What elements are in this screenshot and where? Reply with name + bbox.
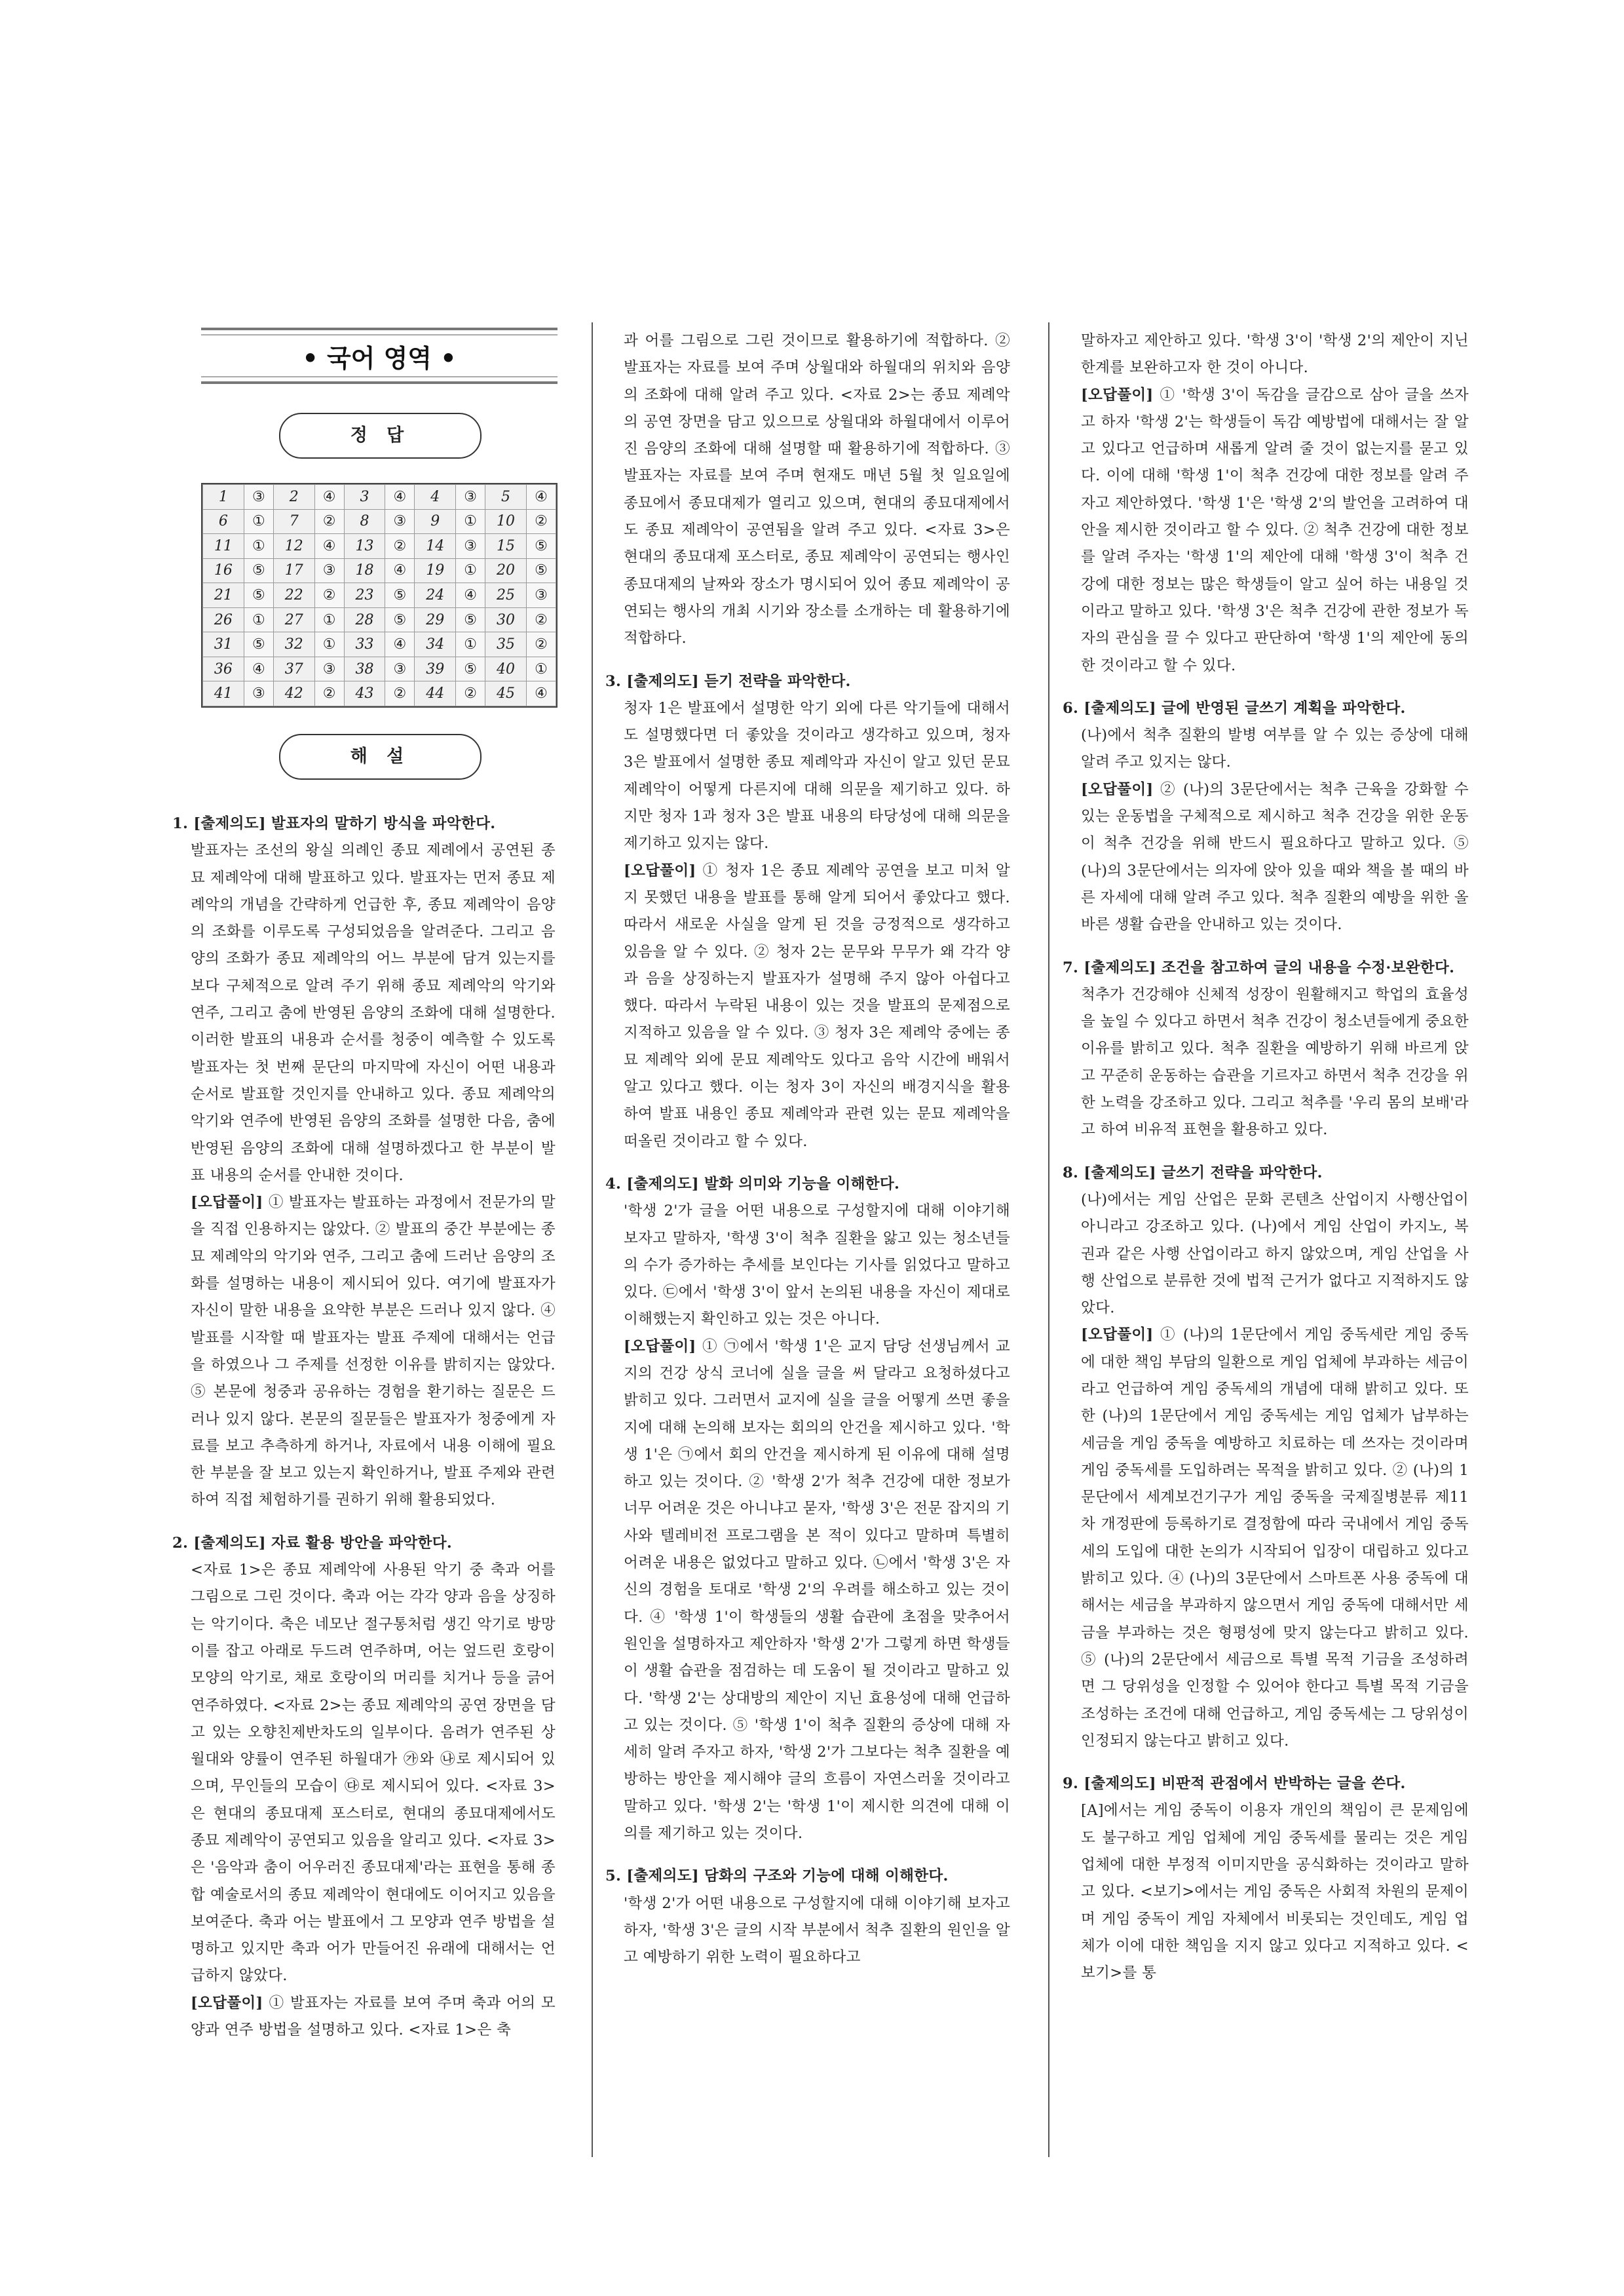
answer-choice: ⑤ xyxy=(526,534,556,559)
question-number: 2 xyxy=(273,485,314,510)
wrong-answer-label: [오답풀이] xyxy=(624,862,703,879)
explanation-item xyxy=(1063,955,1469,1144)
answer-choice: ② xyxy=(526,607,556,632)
answer-choice: ① xyxy=(244,534,273,559)
explanation-item xyxy=(605,668,1010,1155)
question-number: 13 xyxy=(344,534,385,559)
question-number: 41 xyxy=(203,681,244,706)
answer-choice: ④ xyxy=(385,485,415,510)
answer-choice: ② xyxy=(385,681,415,706)
wrong-answer-note xyxy=(605,1333,1010,1848)
item-title: 2. [출제의도] 자료 활용 방안을 파악한다. xyxy=(172,1534,453,1552)
wrong-answer-label: [오답풀이] xyxy=(1081,1326,1160,1344)
answer-choice: ⑤ xyxy=(244,583,273,608)
question-number: 21 xyxy=(203,583,244,608)
answer-choice: ⑤ xyxy=(526,558,556,583)
answer-choice: ① xyxy=(456,632,485,657)
answer-choice: ③ xyxy=(456,485,485,510)
question-number: 26 xyxy=(203,607,244,632)
answer-choice: ⑤ xyxy=(385,607,415,632)
wrong-answer-text: ② (나)의 3문단에서는 척추 근육을 강화할 수 있는 운동법을 구체적으로 제시하고 척추 건강을 위한 운동이 척추 건강을 위해 반드시 필요하다고 말하고 있다. ⑤ (나)의 3문단에서는 의자에 앉아 있을 때와 책을 볼 때의 바른 자세에 대해 알려 주고 있다. 척추 질환의 예방을 위한 올바른 생활 습관을 안내하고 있는 것이다. xyxy=(1081,780,1469,934)
item-body: 척추가 건강해야 신체적 성장이 원활해지고 학업의 효율성을 높일 수 있다고 하면서 척추 건강이 청소년들에게 중요한 이유를 밝히고 있다. 척추 질환을 예방하기 위해 바르게 앉고 꾸준히 운동하는 습관을 기르자고 하면서 척추 건강을 위한 노력을 강조하고 있다. 그리고 척추를 '우리 몸의 보배'라고 하여 비유적 표현을 활용하고 있다. xyxy=(1081,985,1469,1139)
answer-choice: ⑤ xyxy=(456,607,485,632)
answer-row xyxy=(203,681,556,706)
answer-choice: ① xyxy=(456,509,485,534)
item-body: (나)에서 척추 질환의 발병 여부를 알 수 있는 증상에 대해 알려 주고 있지는 않다. xyxy=(1081,727,1469,771)
question-number: 25 xyxy=(485,583,527,608)
wrong-answer-note xyxy=(1063,776,1469,939)
question-number: 45 xyxy=(485,681,527,706)
wrong-answer-label: [오답풀이] xyxy=(624,1337,703,1355)
item-body: 발표자는 조선의 왕실 의례인 종묘 제례에서 공연된 종묘 제례악에 대해 발표하고 있다. 발표자는 먼저 종묘 제례악의 개념을 간략하게 언급한 후, 종묘 제례악이 음양의 조화를 이루도록 구성되었음을 알려준다. 그리고 음양의 조화가 종묘 제례악의 어느 부분에 담겨 있는지를 보다 구체적으로 알려 주기 위해 종묘 제례악의 악기와 연주, 그리고 춤에 반영된 음양의 조화에 대해 설명한다. 이러한 발표의 내용과 순서를 청중이 예측할 수 있도록 발표자는 첫 번째 문단의 마지막에 자신이 어떤 내용과 순서로 발표할 것인지를 안내하고 있다. 종묘 제례악의 악기와 연주에 반영된 음양의 조화를 설명한 다음, 춤에 반영된 음양의 조화에 대해 설명하겠다고 한 부분이 발표 내용의 순서를 안내한 것이다. xyxy=(191,842,556,1184)
question-number: 36 xyxy=(203,657,244,681)
answer-choice: ③ xyxy=(244,485,273,510)
question-number: 16 xyxy=(203,558,244,583)
item-title: 1. [출제의도] 발표자의 말하기 방식을 파악한다. xyxy=(172,815,496,832)
answer-row xyxy=(203,583,556,608)
explanation-item xyxy=(1063,328,1469,679)
wrong-answer-label: [오답풀이] xyxy=(191,1194,269,1212)
wrong-answer-text: ① ㉠에서 '학생 1'은 교지 담당 선생님께서 교지의 건강 상식 코너에 실을 글을 써 달라고 요청하셨다고 밝히고 있다. 그러면서 교지에 실을 글을 어떻게 쓰면 좋을지에 대해 논의해 보자는 회의의 안건을 제시하고 있다. '학생 1'은 ㉠에서 회의 안건을 제시하게 된 이유에 대해 설명하고 있는 것이다. ② '학생 2'가 척추 건강에 대한 정보가 너무 어려운 것은 아니냐고 묻자, '학생 3'은 전문 잡지의 기사와 텔레비전 프로그램을 본 적이 있다고 말하며 특별히 어려운 내용은 없었다고 말하고 있다. ㉡에서 '학생 3'은 자신의 경험을 토대로 '학생 2'의 우려를 해소하고 있는 것이다. ④ '학생 1'이 학생들의 생활 습관에 초점을 맞추어서 원인을 설명하자고 제안하자 '학생 2'가 그렇게 하면 학생들이 생활 습관을 점검하는 데 도움이 될 것이라고 말하고 있다. '학생 2'는 상대방의 제안이 지닌 효용성에 대해 언급하고 있는 것이다. ⑤ '학생 1'이 척추 질환의 증상에 대해 자세히 알려 주자고 하자, '학생 2'가 그보다는 척추 질환을 예방하는 방안을 제시해야 글의 흐름이 자연스러울 것이라고 말하고 있다. '학생 2'는 '학생 1'이 제시한 의견에 대해 이의를 제기하고 있는 것이다. xyxy=(624,1337,1010,1843)
answer-row xyxy=(203,558,556,583)
answer-choice: ③ xyxy=(456,534,485,559)
answer-choice: ⑤ xyxy=(244,632,273,657)
answer-table xyxy=(201,483,557,708)
wrong-answer-label: [오답풀이] xyxy=(1081,386,1160,404)
question-number: 38 xyxy=(344,657,385,681)
question-number: 8 xyxy=(344,509,385,534)
title-rule-bottom-thin xyxy=(201,376,557,377)
question-number: 4 xyxy=(415,485,456,510)
answer-choice: ② xyxy=(526,632,556,657)
wrong-answer-note xyxy=(172,1189,556,1514)
question-number: 37 xyxy=(273,657,314,681)
question-number: 23 xyxy=(344,583,385,608)
wrong-answer-text: ① 청자 1은 종묘 제례악 공연을 보고 미처 알지 못했던 내용을 발표를 통해 알게 되어서 좋았다고 했다. 따라서 새로운 사실을 알게 된 것을 긍정적으로 생각하고 있음을 알 수 있다. ② 청자 2는 문무와 무무가 왜 각각 양과 음을 상징하는지 발표자가 설명해 주지 않아 아쉽다고 했다. 따라서 누락된 내용이 있는 것을 발표의 문제점으로 지적하고 있음을 알 수 있다. ③ 청자 3은 제례악 중에는 종묘 제례악 외에 문묘 제례악도 있다고 음악 시간에 배워서 알고 있다고 했다. 이는 청자 3이 자신의 배경지식을 활용하여 발표 내용인 종묘 제례악과 관련 있는 문묘 제례악을 떠올린 것이라고 할 수 있다. xyxy=(624,862,1010,1150)
question-number: 10 xyxy=(485,509,527,534)
answer-choice: ② xyxy=(314,509,344,534)
question-number: 35 xyxy=(485,632,527,657)
item-body: (나)에서는 게임 산업은 문화 콘텐츠 산업이지 사행산업이 아니라고 강조하고 있다. (나)에서 게임 산업이 카지노, 복권과 같은 사행 산업이라고 하지 않았으며, 게임 산업을 사행 산업으로 분류한 것에 법적 근거가 없다고 지적하지도 않았다. xyxy=(1081,1191,1469,1317)
explanation-item xyxy=(1063,695,1469,939)
item-title: 5. [출제의도] 담화의 구조와 기능에 대해 이해한다. xyxy=(605,1867,949,1885)
answer-choice: ④ xyxy=(314,534,344,559)
question-number: 14 xyxy=(415,534,456,559)
answer-choice: ② xyxy=(314,681,344,706)
question-number: 40 xyxy=(485,657,527,681)
answer-row xyxy=(203,607,556,632)
answer-choice: ① xyxy=(244,607,273,632)
answer-choice: ④ xyxy=(244,657,273,681)
question-number: 33 xyxy=(344,632,385,657)
title-rule-top-thin xyxy=(201,334,557,335)
question-number: 17 xyxy=(273,558,314,583)
answer-choice: ⑤ xyxy=(385,583,415,608)
column-1 xyxy=(172,811,556,2059)
answer-row xyxy=(203,534,556,559)
item-body: [A]에서는 게임 중독이 이용자 개인의 책임이 큰 문제임에도 불구하고 게임 업체에 게임 중독세를 물리는 것은 게임 업체에 대한 부정적 이미지만을 공식화하는 것이라고 말하고 있다. <보기>에서는 게임 중독은 사회적 차원의 문제이며 게임 중독이 게임 자체에서 비롯되는 것인데도, 게임 업체가 이에 대한 책임을 지지 않고 있다고 지적하고 있다. <보기>를 통 xyxy=(1081,1802,1469,1982)
answer-row xyxy=(203,632,556,657)
question-number: 28 xyxy=(344,607,385,632)
question-number: 20 xyxy=(485,558,527,583)
answer-choice: ④ xyxy=(314,485,344,510)
item-body: 과 어를 그림으로 그린 것이므로 활용하기에 적합하다. ② 발표자는 자료를 보여 주며 상월대와 하월대의 위치와 음양의 조화에 대해 알려 주고 있다. <자료 2>는 종묘 제례악의 공연 장면을 담고 있으므로 상월대와 하월대에서 이루어진 음양의 조화에 대해 설명할 때 활용하기에 적합하다. ③ 발표자는 자료를 보여 주며 현재도 매년 5월 첫 일요일에 종묘에서 종묘대제가 열리고 있으며, 현대의 종묘대제에서도 종묘 제례악이 공연됨을 알려 주고 있다. <자료 3>은 현대의 종묘대제 포스터로, 종묘 제례악이 공연되는 행사인 종묘대제의 날짜와 장소가 명시되어 있어 종묘 제례악이 공연되는 행사의 개최 시기와 장소를 소개하는 데 활용하기에 적합하다. xyxy=(624,332,1010,647)
answer-choice: ⑤ xyxy=(244,558,273,583)
answer-choice: ③ xyxy=(244,681,273,706)
answer-choice: ② xyxy=(385,534,415,559)
section-title-box xyxy=(201,328,557,384)
question-number: 9 xyxy=(415,509,456,534)
explanation-item xyxy=(605,1171,1010,1847)
question-number: 22 xyxy=(273,583,314,608)
wrong-answer-note xyxy=(1063,1322,1469,1755)
question-number: 32 xyxy=(273,632,314,657)
question-number: 7 xyxy=(273,509,314,534)
wrong-answer-text: ① '학생 3'이 독감을 글감으로 삼아 글을 쓰자고 하자 '학생 2'는 학생들이 독감 예방법에 대해서는 잘 알고 있다고 언급하며 새롭게 알려 줄 것이 없는지를 묻고 있다. 이에 대해 '학생 1'이 척추 건강에 대한 정보를 알려 주자고 제안하였다. '학생 1'은 '학생 2'의 발언을 고려하여 대안을 제시한 것이라고 할 수 있다. ② 척추 건강에 대한 정보를 알려 주자는 '학생 1'의 제안에 대해 '학생 3'이 척추 건강에 대한 정보는 많은 학생들이 알고 싶어 하는 내용일 것이라고 말하고 있다. '학생 3'은 척추 건강에 관한 정보가 독자의 관심을 끌 수 있다고 판단하여 '학생 1'의 제안에 동의한 것이라고 할 수 있다. xyxy=(1081,386,1469,674)
item-title: 3. [출제의도] 듣기 전략을 파악한다. xyxy=(605,672,851,690)
question-number: 44 xyxy=(415,681,456,706)
item-body: <자료 1>은 종묘 제례악에 사용된 악기 중 축과 어를 그림으로 그린 것이다. 축과 어는 각각 양과 음을 상징하는 악기이다. 축은 네모난 절구통처럼 생긴 악기로 방망이를 잡고 아래로 두드려 연주하며, 어는 엎드린 호랑이 모양의 악기로, 채로 호랑이의 머리를 치거나 등을 긁어 연주하였다. <자료 2>는 종묘 제례악의 공연 장면을 담고 있는 오향친제반차도의 일부이다. 음려가 연주된 상월대와 양률이 연주된 하월대가 ㉮와 ㉯로 제시되어 있으며, 무인들의 모습이 ㉰로 제시되어 있다. <자료 3>은 현대의 종묘대제 포스터로, 현대의 종묘대제에서도 종묘 제례악이 공연되고 있음을 알리고 있다. <자료 3>은 '음악과 춤이 어우러진 종묘대제'라는 표현을 통해 종합 예술로서의 종묘 제례악이 현대에도 이어지고 있음을 보여준다. 축과 어는 발표에서 그 모양과 연주 방법을 설명하고 있지만 축과 어가 만들어진 유래에 대해서는 언급하지 않았다. xyxy=(191,1561,556,1985)
column-2 xyxy=(605,328,1010,1987)
item-title: 6. [출제의도] 글에 반영된 글쓰기 계획을 파악한다. xyxy=(1063,699,1406,717)
title-rule-bottom xyxy=(201,381,557,384)
answer-choice: ④ xyxy=(526,485,556,510)
question-number: 19 xyxy=(415,558,456,583)
wrong-answer-text: ① 발표자는 자료를 보여 주며 축과 어의 모양과 연주 방법을 설명하고 있다. <자료 1>은 축 xyxy=(191,1994,556,2039)
item-body: 청자 1은 발표에서 설명한 악기 외에 다른 악기들에 대해서도 설명했다면 더 좋았을 것이라고 생각하고 있으며, 청자 3은 발표에서 설명한 종묘 제례악과 자신이 알고 있던 문묘 제례악이 어떻게 다른지에 대해 의문을 제기하고 있다. 하지만 청자 1과 청자 3은 발표 내용의 타당성에 대해 의문을 제기하고 있지는 않다. xyxy=(624,699,1010,852)
answer-choice: ③ xyxy=(314,558,344,583)
answer-choice: ④ xyxy=(385,558,415,583)
answer-choice: ④ xyxy=(385,632,415,657)
question-number: 3 xyxy=(344,485,385,510)
answer-choice: ⑤ xyxy=(456,657,485,681)
wrong-answer-note xyxy=(172,1990,556,2044)
answer-choice: ① xyxy=(314,632,344,657)
explanation-item xyxy=(1063,1770,1469,1987)
wrong-answer-label: [오답풀이] xyxy=(191,1994,269,2012)
column-divider xyxy=(592,322,593,2157)
answers-label: 정 답 xyxy=(279,413,482,459)
explanation-item xyxy=(1063,1160,1469,1755)
column-divider xyxy=(1048,322,1049,2157)
answer-choice: ③ xyxy=(385,509,415,534)
question-number: 24 xyxy=(415,583,456,608)
question-number: 42 xyxy=(273,681,314,706)
item-title: 9. [출제의도] 비판적 관점에서 반박하는 글을 쓴다. xyxy=(1063,1775,1406,1793)
answer-choice: ③ xyxy=(314,657,344,681)
title-rule-top xyxy=(201,328,557,330)
question-number: 15 xyxy=(485,534,527,559)
answer-choice: ③ xyxy=(385,657,415,681)
item-body: '학생 2'가 어떤 내용으로 구성할지에 대해 이야기해 보자고 하자, '학생 3'은 글의 시작 부분에서 척추 질환의 원인을 알고 예방하기 위한 노력이 필요하다고 xyxy=(624,1894,1010,1966)
question-number: 18 xyxy=(344,558,385,583)
column-3 xyxy=(1063,328,1469,2003)
answer-choice: ① xyxy=(456,558,485,583)
question-number: 29 xyxy=(415,607,456,632)
explanation-item xyxy=(605,328,1010,653)
answer-choice: ① xyxy=(244,509,273,534)
question-number: 39 xyxy=(415,657,456,681)
question-number: 1 xyxy=(203,485,244,510)
explanation-item xyxy=(172,811,556,1514)
question-number: 11 xyxy=(203,534,244,559)
answer-row xyxy=(203,509,556,534)
item-title: 8. [출제의도] 글쓰기 전략을 파악한다. xyxy=(1063,1164,1323,1181)
wrong-answer-note xyxy=(1063,382,1469,679)
item-body: '학생 2'가 글을 어떤 내용으로 구성할지에 대해 이야기해 보자고 말하자, '학생 3'이 척추 질환을 앓고 있는 청소년들의 수가 증가하는 추세를 보인다는 기사를 읽었다고 말하고 있다. ㉢에서 '학생 3'이 앞서 논의된 내용을 자신이 제대로 이해했는지 확인하고 있는 것은 아니다. xyxy=(624,1202,1010,1328)
question-number: 12 xyxy=(273,534,314,559)
answer-choice: ④ xyxy=(456,583,485,608)
question-number: 30 xyxy=(485,607,527,632)
answer-row xyxy=(203,485,556,510)
answer-choice: ② xyxy=(526,509,556,534)
wrong-answer-text: ① (나)의 1문단에서 게임 중독세란 게임 중독에 대한 책임 부담의 일환으로 게임 업체에 부과하는 세금이라고 언급하여 게임 중독세의 개념에 대해 밝히고 있다. 또한 (나)의 1문단에서 게임 중독세는 게임 업체가 납부하는 세금을 게임 중독을 예방하고 치료하는 데 쓰자는 것이라며 게임 중독세를 도입하려는 목적을 밝히고 있다. ② (나)의 1문단에서 세계보건기구가 게임 중독을 국제질병분류 제11차 개정판에 등록하기로 결정함에 따라 국내에서 게임 중독세의 도입에 대한 논의가 시작되어 입장이 대립하고 있다고 밝히고 있다. ④ (나)의 3문단에서 스마트폰 사용 중독에 대해서는 세금을 부과하지 않으면서 게임 중독에 대해서만 세금을 부과하는 것은 형평성에 맞지 않는다고 밝히고 있다. ⑤ (나)의 2문단에서 세금으로 특별 목적 기금을 조성하려면 그 당위성을 인정할 수 있어야 한다고 특별 목적 기금을 조성하는 조건에 대해 언급하고, 게임 중독세는 그 당위성이 인정되지 않는다고 밝히고 있다. xyxy=(1081,1326,1469,1750)
answer-choice: ④ xyxy=(526,681,556,706)
explanation-label: 해 설 xyxy=(279,734,482,780)
question-number: 43 xyxy=(344,681,385,706)
wrong-answer-text: ① 발표자는 발표하는 과정에서 전문가의 말을 직접 인용하지는 않았다. ② 발표의 중간 부분에는 종묘 제례악의 악기와 연주, 그리고 춤에 드러난 음양의 조화를 설명하는 내용이 제시되어 있다. 여기에 발표자가 자신이 말한 내용을 요약한 부분은 드러나 있지 않다. ④ 발표를 시작할 때 발표자는 발표 주제에 대해서는 언급을 하였으나 그 주제를 선정한 이유를 밝히지는 않았다. ⑤ 본문에 청중과 공유하는 경험을 환기하는 질문은 드러나 있지 않다. 본문의 질문들은 발표자가 청중에게 자료를 보고 추측하게 하거나, 자료에서 내용 이해에 필요한 부분을 잘 보고 있는지 확인하거나, 발표 주제와 관련하여 직접 체험하기를 권하기 위해 활용되었다. xyxy=(191,1194,556,1509)
explanation-item xyxy=(172,1530,556,2044)
answer-choice: ③ xyxy=(526,583,556,608)
item-title: 4. [출제의도] 발화 의미와 기능을 이해한다. xyxy=(605,1175,900,1193)
wrong-answer-label: [오답풀이] xyxy=(1081,780,1160,798)
question-number: 34 xyxy=(415,632,456,657)
answer-choice: ② xyxy=(456,681,485,706)
answer-choice: ① xyxy=(526,657,556,681)
wrong-answer-note xyxy=(605,858,1010,1155)
explanation-item xyxy=(605,1863,1010,1971)
question-number: 31 xyxy=(203,632,244,657)
page-title: • 국어 영역 • xyxy=(302,344,457,373)
answer-choice: ② xyxy=(314,583,344,608)
answer-choice: ① xyxy=(314,607,344,632)
question-number: 6 xyxy=(203,509,244,534)
item-body: 말하자고 제안하고 있다. '학생 3'이 '학생 2'의 제안이 지닌 한계를 보완하고자 한 것이 아니다. xyxy=(1081,332,1469,377)
question-number: 27 xyxy=(273,607,314,632)
answer-row xyxy=(203,657,556,681)
question-number: 5 xyxy=(485,485,527,510)
item-title: 7. [출제의도] 조건을 참고하여 글의 내용을 수정·보완한다. xyxy=(1063,959,1455,976)
